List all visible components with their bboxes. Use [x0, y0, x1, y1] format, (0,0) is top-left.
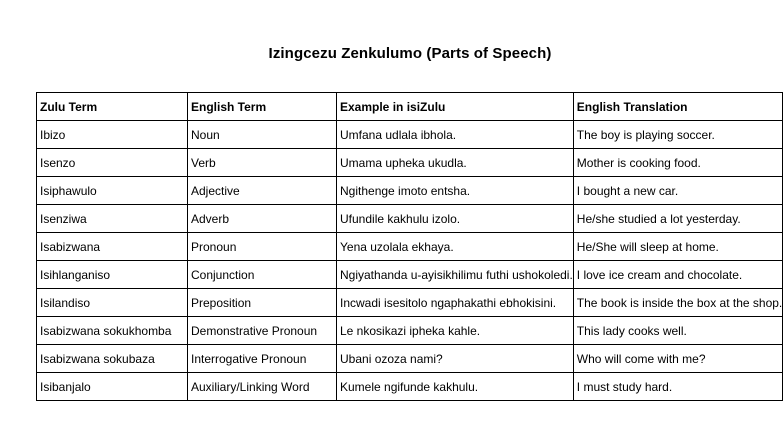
zulu-term-cell: Isibanjalo: [37, 373, 188, 401]
zulu-term-cell: Isihlanganiso: [37, 261, 188, 289]
english-term-cell: Interrogative Pronoun: [188, 345, 337, 373]
english-term-cell: Auxiliary/Linking Word: [188, 373, 337, 401]
translation-cell: The book is inside the box at the shop.: [573, 289, 782, 317]
example-text: Ubani ozoza nami?: [340, 351, 443, 366]
example-cell: [337, 261, 574, 289]
column-header-translation: English Translation: [573, 93, 782, 121]
english-term-cell: Conjunction: [188, 261, 337, 289]
column-header-english-term: English Term: [188, 93, 337, 121]
table-row: [37, 149, 783, 177]
example-text: Umama upheka ukudla.: [340, 155, 467, 170]
zulu-term-cell: Isiphawulo: [37, 177, 188, 205]
document-title: Izingcezu Zenkulumo (Parts of Speech): [268, 45, 552, 62]
example-text: Ufundile kakhulu izolo.: [340, 211, 461, 226]
parts-of-speech-table: [36, 92, 783, 401]
example-cell: [337, 373, 574, 401]
translation-cell: He/She will sleep at home.: [573, 233, 782, 261]
example-cell: [337, 205, 574, 233]
english-term-cell: Demonstrative Pronoun: [188, 317, 337, 345]
table-row: [37, 233, 783, 261]
example-cell: [337, 177, 574, 205]
example-text: Kumele ngifunde kakhulu.: [340, 379, 479, 394]
table-row: [37, 261, 783, 289]
english-term-cell: Noun: [188, 121, 337, 149]
translation-cell: This lady cooks well.: [573, 317, 782, 345]
table-row: [37, 345, 783, 373]
english-term-cell: Adjective: [188, 177, 337, 205]
english-term-cell: Pronoun: [188, 233, 337, 261]
example-text: Yena uzolala ekhaya.: [340, 239, 454, 254]
table-row: [37, 177, 783, 205]
english-term-cell: Verb: [188, 149, 337, 177]
translation-cell: Mother is cooking food.: [573, 149, 782, 177]
zulu-term-cell: Isenzo: [37, 149, 188, 177]
english-term-cell: Adverb: [188, 205, 337, 233]
translation-cell: I must study hard.: [573, 373, 782, 401]
example-cell: [337, 289, 574, 317]
example-text: Incwadi isesitolo ngaphakathi ebhokisini.: [340, 295, 557, 310]
zulu-term-cell: Isabizwana sokubaza: [37, 345, 188, 373]
example-cell: [337, 345, 574, 373]
translation-cell: He/she studied a lot yesterday.: [573, 205, 782, 233]
example-text: Ngiyathanda u-ayisikhilimu futhi ushokoledi.: [340, 267, 573, 282]
zulu-term-cell: Isilandiso: [37, 289, 188, 317]
table-row: [37, 317, 783, 345]
table-row: [37, 205, 783, 233]
example-cell: [337, 121, 574, 149]
zulu-term-cell: Isabizwana: [37, 233, 188, 261]
translation-cell: The boy is playing soccer.: [573, 121, 782, 149]
table-row: [37, 121, 783, 149]
example-text: Ngithenge imoto entsha.: [340, 183, 471, 198]
table-row: [37, 289, 783, 317]
zulu-term-cell: Isabizwana sokukhomba: [37, 317, 188, 345]
translation-cell: Who will come with me?: [573, 345, 782, 373]
example-cell: [337, 233, 574, 261]
example-text: Le nkosikazi ipheka kahle.: [340, 323, 481, 338]
column-header-example: Example in isiZulu: [337, 93, 574, 121]
example-cell: [337, 149, 574, 177]
example-text: Umfana udlala ibhola.: [340, 127, 457, 142]
table-row: [37, 373, 783, 401]
column-header-zulu-term: Zulu Term: [37, 93, 188, 121]
zulu-term-cell: Isenziwa: [37, 205, 188, 233]
example-cell: [337, 317, 574, 345]
zulu-term-cell: Ibizo: [37, 121, 188, 149]
translation-cell: I bought a new car.: [573, 177, 782, 205]
table-header-row: [37, 93, 783, 121]
english-term-cell: Preposition: [188, 289, 337, 317]
translation-cell: I love ice cream and chocolate.: [573, 261, 782, 289]
